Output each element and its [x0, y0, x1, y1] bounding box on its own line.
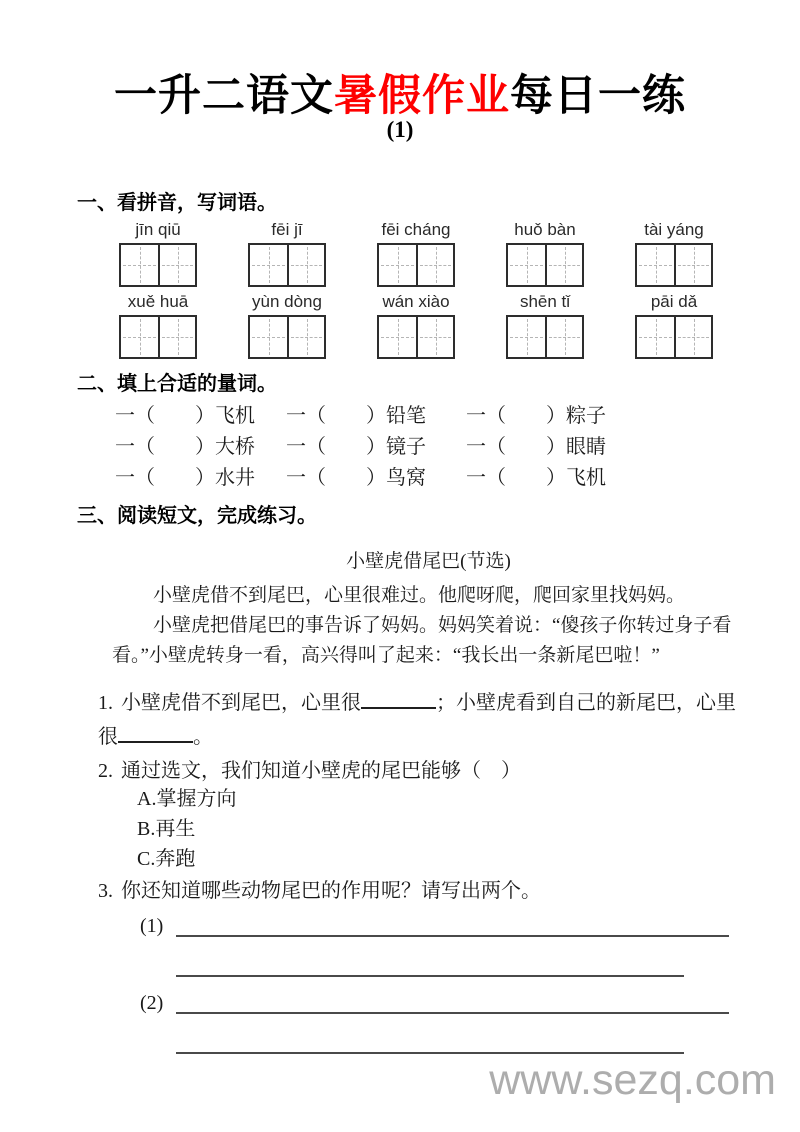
section1-heading: 一、看拼音，写词语。 — [77, 192, 277, 214]
quantifier-item: 一（ ）镜子 — [286, 436, 426, 458]
title-part-1: 一升二语文 — [114, 72, 334, 120]
question-3 — [98, 874, 748, 908]
writing-grid-box — [119, 243, 197, 287]
choice-b: B.再生 — [137, 818, 196, 840]
pinyin-word — [505, 291, 585, 359]
answer-blank — [118, 729, 193, 743]
question-text: 很 — [98, 726, 118, 748]
answer-lines — [176, 912, 748, 977]
writing-grid-cell — [379, 317, 416, 357]
passage-paragraph-2: 小壁虎把借尾巴的事告诉了妈妈。妈妈笑着说：“傻孩子你转过身子看看。”小壁虎转身一看，高兴得叫了起来：“我长出一条新尾巴啦！” — [112, 615, 732, 666]
pinyin-row-1 — [118, 219, 714, 287]
pinyin-word — [118, 219, 198, 287]
writing-grid-cell — [416, 245, 453, 285]
quantifier-item: 一（ ）铅笔 — [286, 405, 426, 427]
answer-line — [176, 989, 729, 1014]
writing-grid-cell — [287, 317, 324, 357]
page-title — [0, 62, 800, 123]
choice-c: C.奔跑 — [137, 848, 196, 870]
writing-grid-box — [248, 315, 326, 359]
quantifier-exercise — [115, 401, 606, 494]
pinyin-label: pāi dǎ — [650, 292, 698, 311]
question-number: 2. — [98, 760, 113, 782]
writing-grid-box — [635, 243, 713, 287]
writing-grid-cell — [508, 245, 545, 285]
writing-grid-box — [377, 315, 455, 359]
writing-grid-cell — [158, 245, 195, 285]
question-number: 1. — [98, 692, 113, 714]
answer-sub-1 — [98, 912, 748, 977]
pinyin-word — [118, 291, 198, 359]
writing-grid-cell — [637, 245, 674, 285]
pinyin-word — [634, 219, 714, 287]
writing-grid-cell — [287, 245, 324, 285]
writing-grid-cell — [637, 317, 674, 357]
quantifier-row — [115, 463, 606, 494]
question-text: 通过选文，我们知道小壁虎的尾巴能够（ ） — [121, 760, 521, 782]
question-list — [98, 686, 748, 1054]
question-text: 你还知道哪些动物尾巴的作用呢？请写出两个。 — [121, 880, 541, 902]
reading-passage — [112, 548, 745, 671]
choice-list — [137, 784, 748, 874]
pinyin-word — [247, 291, 327, 359]
passage-paragraph-1: 小壁虎借不到尾巴，心里很难过。他爬呀爬，爬回家里找妈妈。 — [153, 585, 686, 606]
passage-title: 小壁虎借尾巴(节选) — [346, 551, 511, 572]
section3-heading: 三、阅读短文，完成练习。 — [77, 505, 317, 527]
writing-grid-cell — [250, 245, 287, 285]
writing-grid-cell — [250, 317, 287, 357]
title-part-red: 暑假作业 — [334, 72, 510, 120]
watermark: www.sezq.com — [489, 1056, 776, 1104]
question-2 — [98, 754, 748, 788]
pinyin-word — [376, 291, 456, 359]
quantifier-item: 一（ ）水井 — [115, 467, 255, 489]
quantifier-item: 一（ ）鸟窝 — [286, 467, 426, 489]
question-text: 。 — [193, 726, 213, 748]
pinyin-label: fēi cháng — [381, 220, 451, 239]
question-1 — [98, 686, 748, 754]
writing-grid-cell — [416, 317, 453, 357]
pinyin-label: wán xiào — [382, 292, 450, 311]
pinyin-label: yùn dòng — [252, 292, 322, 311]
pinyin-word — [505, 219, 585, 287]
quantifier-item: 一（ ）飞机 — [466, 467, 606, 489]
answer-blank — [361, 695, 436, 709]
pinyin-label: shēn tǐ — [519, 292, 571, 311]
question-text: 小壁虎借不到尾巴，心里很 — [121, 692, 361, 714]
writing-grid-cell — [121, 317, 158, 357]
answer-line — [176, 912, 729, 937]
writing-grid-cell — [121, 245, 158, 285]
writing-grid-cell — [545, 245, 582, 285]
sub-label: (1) — [140, 915, 164, 937]
writing-grid-cell — [674, 317, 711, 357]
writing-grid-cell — [674, 245, 711, 285]
writing-grid-cell — [379, 245, 416, 285]
quantifier-item: 一（ ）粽子 — [466, 405, 606, 427]
pinyin-row-2 — [118, 291, 714, 359]
section2-heading: 二、填上合适的量词。 — [77, 373, 277, 395]
quantifier-row — [115, 432, 606, 463]
pinyin-label: jīn qiū — [135, 220, 181, 239]
writing-grid-box — [119, 315, 197, 359]
writing-grid-cell — [545, 317, 582, 357]
question-text: ；小壁虎看到自己的新尾巴，心里 — [436, 692, 736, 714]
pinyin-label: fēi jī — [271, 220, 303, 239]
writing-grid-cell — [158, 317, 195, 357]
pinyin-label: huǒ bàn — [514, 220, 576, 239]
quantifier-item: 一（ ）飞机 — [115, 405, 255, 427]
answer-line — [176, 1014, 684, 1054]
pinyin-label: xuě huā — [127, 292, 189, 311]
page-number: (1) — [386, 117, 414, 142]
pinyin-word — [376, 219, 456, 287]
quantifier-item: 一（ ）大桥 — [115, 436, 255, 458]
choice-a: A.掌握方向 — [137, 788, 237, 810]
question-number: 3. — [98, 880, 113, 902]
quantifier-item: 一（ ）眼睛 — [466, 436, 606, 458]
answer-line — [176, 937, 684, 977]
writing-grid-cell — [508, 317, 545, 357]
pinyin-label: tài yáng — [644, 220, 704, 239]
answer-sub-2 — [98, 989, 748, 1054]
writing-grid-box — [377, 243, 455, 287]
pinyin-word — [634, 291, 714, 359]
writing-grid-box — [506, 243, 584, 287]
writing-grid-box — [635, 315, 713, 359]
sub-label: (2) — [140, 992, 164, 1014]
title-part-2: 每日一练 — [510, 72, 686, 120]
pinyin-word — [247, 219, 327, 287]
writing-grid-box — [248, 243, 326, 287]
quantifier-row — [115, 401, 606, 432]
answer-lines — [176, 989, 748, 1054]
writing-grid-box — [506, 315, 584, 359]
